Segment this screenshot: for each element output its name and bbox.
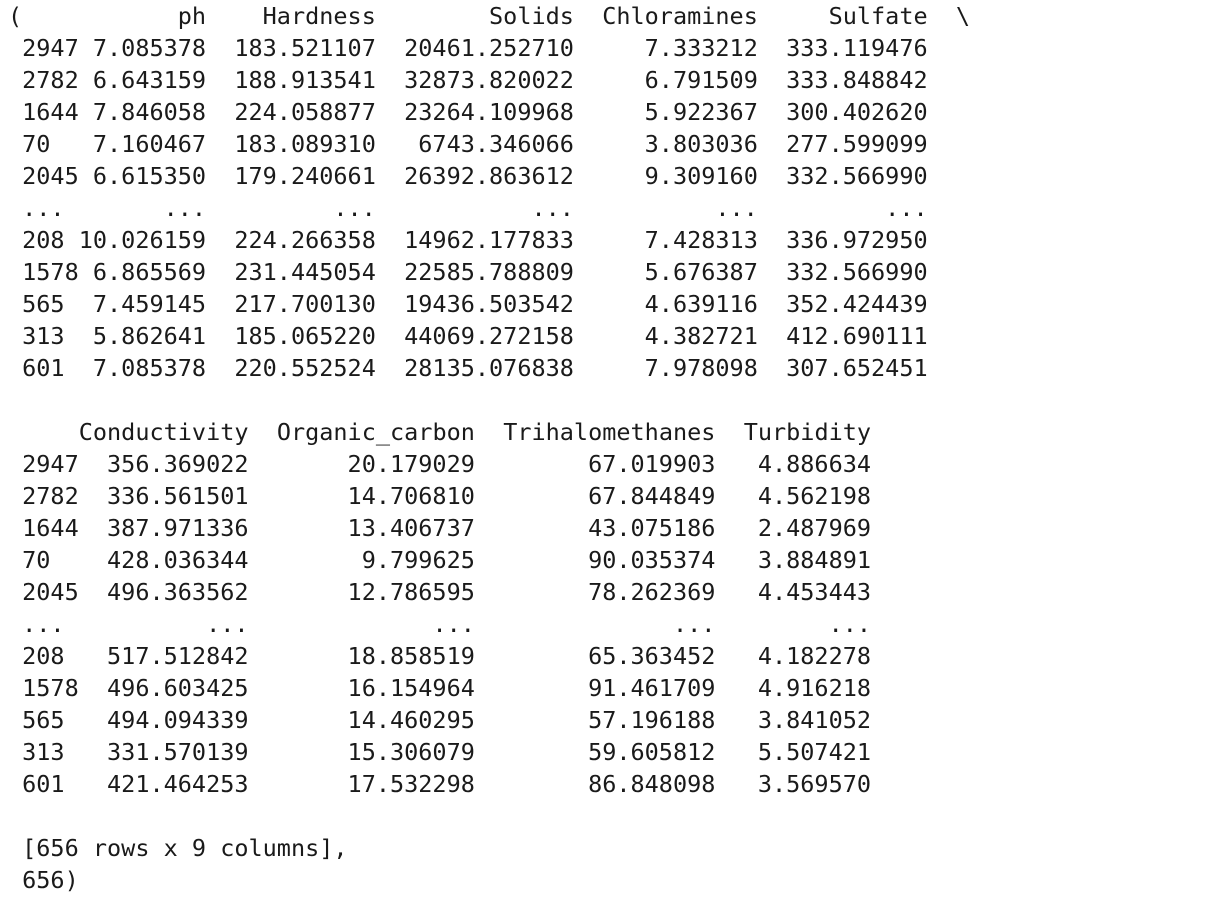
table-cell: 4.453443 [757,578,872,606]
table-cell: 13.406737 [347,514,475,542]
table-cell: 4.182278 [757,642,872,670]
table-cell: 179.240661 [234,162,376,190]
column-header: Solids [489,2,574,30]
table-cell: 6.791509 [644,66,758,94]
block2-header-row [8,416,970,448]
table-cell: 67.019903 [588,450,716,478]
table-cell: 12.786595 [347,578,475,606]
table-cell: 3.841052 [757,706,872,734]
tuple-length-value: 656) [22,866,79,894]
row-index: 2782 [22,66,79,94]
table-row [8,320,970,352]
table-cell: 3.884891 [757,546,872,574]
table-cell: 185.065220 [234,322,376,350]
table-row [8,160,970,192]
table-row [8,224,970,256]
table-cell: 7.085378 [92,34,207,62]
row-index: 2947 [22,450,79,478]
table-cell: ... [828,610,872,638]
table-cell: 277.599099 [786,130,928,158]
table-cell: 23264.109968 [404,98,574,126]
table-cell: 57.196188 [588,706,716,734]
column-header: Conductivity [78,418,249,446]
table-cell: 7.978098 [644,354,758,382]
table-cell: 2.487969 [757,514,872,542]
table-cell: 20.179029 [347,450,475,478]
row-index: 601 [22,354,65,382]
table-cell: 7.333212 [644,34,758,62]
row-index: 208 [22,226,65,254]
table-cell: 5.676387 [644,258,758,286]
table-cell: 428.036344 [107,546,249,574]
row-index: 208 [22,642,65,670]
table-cell: 331.570139 [107,738,249,766]
table-cell: 7.085378 [92,354,207,382]
table-cell: 224.266358 [234,226,376,254]
table-cell: 7.846058 [92,98,207,126]
row-index: 313 [22,322,65,350]
table-cell: 231.445054 [234,258,376,286]
table-cell: 217.700130 [234,290,376,318]
table-row [8,352,970,384]
ellipsis-row [8,608,970,640]
table-cell: 86.848098 [588,770,716,798]
table-cell: 9.799625 [361,546,475,574]
table-cell: 7.160467 [92,130,207,158]
table-row [8,672,970,704]
table-row [8,448,970,480]
table-cell: 183.521107 [234,34,376,62]
table-cell: ... [163,194,207,222]
row-index: 1644 [22,98,79,126]
table-row [8,736,970,768]
table-cell: 300.402620 [786,98,928,126]
row-index: 2045 [22,162,79,190]
table-cell: 26392.863612 [404,162,574,190]
table-row [8,256,970,288]
table-cell: 352.424439 [786,290,928,318]
row-index: 313 [22,738,65,766]
table-cell: 19436.503542 [404,290,574,318]
row-index: 1578 [22,674,79,702]
table-cell: 5.507421 [757,738,872,766]
table-cell: 78.262369 [588,578,716,606]
table-cell: 14.460295 [347,706,475,734]
table-cell: 7.428313 [644,226,758,254]
summary-line [8,832,970,864]
table-cell: 67.844849 [588,482,716,510]
row-index: 601 [22,770,65,798]
column-header: Turbidity [743,418,872,446]
table-cell: 224.058877 [234,98,376,126]
table-cell: 5.922367 [644,98,758,126]
table-cell: 496.603425 [107,674,249,702]
table-cell: 4.382721 [644,322,758,350]
table-cell: ... [531,194,574,222]
line-continuation-marker: \ [955,2,971,30]
table-cell: 16.154964 [347,674,475,702]
table-row [8,512,970,544]
column-header: Organic_carbon [276,418,475,446]
table-row [8,640,970,672]
table-cell: 22585.788809 [404,258,574,286]
table-cell: 183.089310 [234,130,376,158]
row-count-summary: [656 rows x 9 columns], [22,834,348,862]
table-cell: 20461.252710 [404,34,574,62]
table-cell: 6.643159 [92,66,207,94]
row-index: 70 [22,546,51,574]
table-cell: 59.605812 [588,738,716,766]
table-cell: 332.566990 [786,162,928,190]
row-index: 565 [22,290,65,318]
table-row [8,704,970,736]
column-header: Trihalomethanes [503,418,716,446]
table-cell: 7.459145 [92,290,207,318]
table-cell: 5.862641 [92,322,207,350]
table-cell: ... [885,194,928,222]
table-cell: 412.690111 [786,322,928,350]
table-cell: 4.916218 [757,674,872,702]
table-row [8,576,970,608]
table-cell: 4.886634 [757,450,872,478]
row-index: ... [22,194,65,222]
count-line [8,864,970,896]
table-cell: 4.562198 [757,482,872,510]
column-header: Chloramines [602,2,758,30]
table-cell: 517.512842 [107,642,249,670]
table-cell: 3.803036 [644,130,758,158]
table-cell: 307.652451 [786,354,928,382]
table-cell: 10.026159 [78,226,207,254]
table-cell: 17.532298 [347,770,475,798]
table-cell: 332.566990 [786,258,928,286]
table-cell: 494.094339 [107,706,249,734]
ellipsis-row [8,192,970,224]
table-cell: 6743.346066 [418,130,574,158]
column-header: Sulfate [828,2,928,30]
open-paren: ( [8,2,23,30]
table-row [8,768,970,800]
table-cell: 220.552524 [234,354,376,382]
table-cell: 333.119476 [786,34,928,62]
table-cell: 90.035374 [588,546,716,574]
table-cell: 188.913541 [234,66,376,94]
table-cell: 14962.177833 [404,226,574,254]
table-cell: ... [206,610,249,638]
table-row [8,128,970,160]
table-cell: 91.461709 [588,674,716,702]
row-index: 1578 [22,258,79,286]
table-cell: 336.972950 [786,226,928,254]
table-cell: ... [715,194,758,222]
table-cell: ... [432,610,475,638]
table-cell: 43.075186 [588,514,716,542]
blank-line [8,800,970,832]
table-cell: 15.306079 [347,738,475,766]
row-index: 70 [22,130,51,158]
block1-header-row [8,0,970,32]
column-header: Hardness [262,2,376,30]
table-row [8,32,970,64]
row-index: 2782 [22,482,79,510]
table-cell: 421.464253 [107,770,249,798]
table-cell: 356.369022 [107,450,249,478]
table-cell: 496.363562 [107,578,249,606]
table-row [8,96,970,128]
table-cell: 387.971336 [107,514,249,542]
table-cell: 9.309160 [644,162,758,190]
row-index: 2947 [22,34,79,62]
table-cell: 6.865569 [92,258,207,286]
table-row [8,64,970,96]
table-row [8,288,970,320]
table-cell: ... [333,194,376,222]
table-cell: 14.706810 [347,482,475,510]
table-cell: 4.639116 [644,290,758,318]
table-cell: 18.858519 [347,642,475,670]
dataframe-tuple-output [8,0,970,896]
table-row [8,544,970,576]
table-cell: 65.363452 [588,642,716,670]
table-cell: 333.848842 [786,66,928,94]
table-cell: ... [672,610,716,638]
table-cell: 32873.820022 [404,66,574,94]
row-index: 1644 [22,514,79,542]
table-cell: 6.615350 [92,162,207,190]
row-index: ... [22,610,65,638]
table-row [8,480,970,512]
table-cell: 44069.272158 [404,322,574,350]
row-index: 565 [22,706,65,734]
column-header: ph [177,2,207,30]
blank-line [8,384,970,416]
row-index: 2045 [22,578,79,606]
table-cell: 28135.076838 [404,354,574,382]
table-cell: 336.561501 [107,482,249,510]
table-cell: 3.569570 [757,770,872,798]
